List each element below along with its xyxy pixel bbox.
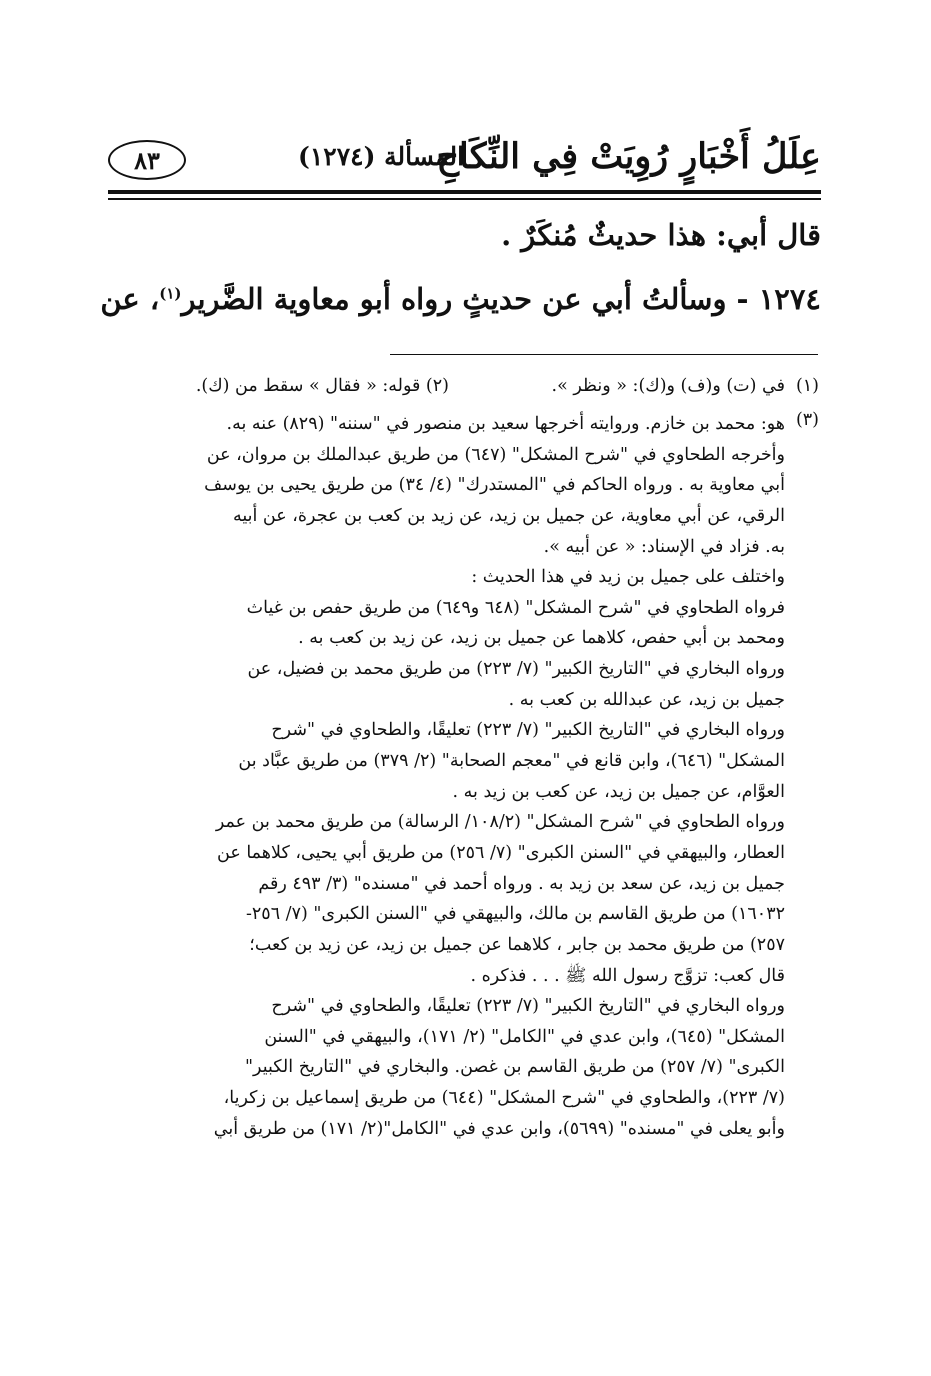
page-number xyxy=(108,140,186,180)
footnote-line: ومحمد بن أبي حفص، كلاهما عن جميل بن زيد، عن زيد بن كعب به . xyxy=(298,628,785,649)
footnote-1-text: في (ت) و(ف) و(ك): « ونظر ». xyxy=(551,376,785,396)
footnote-row-1-2 xyxy=(108,376,819,402)
footnote-line: جميل بن زيد، عن سعد بن زيد به . ورواه أحمد في "مسنده" (٣/ ٤٩٣ رقم xyxy=(258,873,785,894)
main-text-line-1: قال أبي: هذا حديثٌ مُنكَرٌ . xyxy=(501,218,821,252)
footnote-line: المشكل" (٦٤٦)، وابن قانع في "معجم الصحابة" (٢/ ٣٧٩) من طريق عبَّاد بن xyxy=(238,751,785,772)
footnote-line: ورواه الطحاوي في "شرح المشكل" (١٠٨/٢/ الرسالة) من طريق محمد بن عمر xyxy=(215,812,785,833)
footnote-3-lines xyxy=(108,410,785,1145)
footnote-line: واختلف على جميل بن زيد في هذا الحديث : xyxy=(471,567,785,588)
footnote-line: ورواه البخاري في "التاريخ الكبير" (٧/ ٢٢٣) من طريق محمد بن فضيل، عن xyxy=(247,659,785,680)
footnote-1-number: (١) xyxy=(795,376,819,396)
page-header xyxy=(108,128,821,186)
footnote-3-number: (٣) xyxy=(795,410,819,430)
footnote-line: (٧/ ٢٢٣)، والطحاوي في "شرح المشكل" (٦٤٤) من طريق إسماعيل بن زكريا، xyxy=(223,1088,785,1109)
footnote-separator xyxy=(390,354,818,355)
header-rule-thin xyxy=(108,198,821,200)
issue-label: المسألة (١٢٧٤) xyxy=(298,142,465,171)
footnote-line: ورواه البخاري في "التاريخ الكبير" (٧/ ٢٢٣) تعليقًا، والطحاوي في "شرح xyxy=(271,996,785,1017)
footnote-line: الكبرى" (٧/ ٢٥٧) من طريق القاسم بن غصن. والبخاري في "التاريخ الكبير" xyxy=(245,1057,785,1078)
footnote-line: وأبو يعلى في "مسنده" (٥٦٩٩)، وابن عدي في "الكامل"(٢/ ١٧١) من طريق أبي xyxy=(213,1118,785,1139)
header-rule-thick xyxy=(108,190,821,194)
main-text-line-2-end: ، عن xyxy=(100,282,160,316)
footnote-line: به. فزاد في الإسناد: « عن أبيه ». xyxy=(543,536,785,557)
footnote-line: فرواه الطحاوي في "شرح المشكل" (٦٤٨ و٦٤٩) من طريق حفص بن غياث xyxy=(246,597,785,618)
footnote-line: الرقي، عن أبي معاوية، عن جميل بن زيد، عن زيد بن كعب بن عجرة، عن أبيه xyxy=(232,505,785,526)
footnote-line: المشكل" (٦٤٥)، وابن عدي في "الكامل" (٢/ ١٧١)، والبيهقي في "السنن xyxy=(264,1026,785,1047)
footnote-line: هو: محمد بن خازم. وروايته أخرجها سعيد بن منصور في "سننه" (٨٢٩) عنه به. xyxy=(226,414,785,434)
footnote-line: ١٦٠٣٢) من طريق القاسم بن مالك، والبيهقي في "السنن الكبرى" (٧/ ٢٥٦- xyxy=(245,904,785,925)
footnote-marker: (١) xyxy=(159,284,182,303)
footnote-line: ورواه البخاري في "التاريخ الكبير" (٧/ ٢٢٣) تعليقًا، والطحاوي في "شرح xyxy=(271,720,785,741)
main-text-line-2-body: ١٢٧٤ - وسألتُ أبي عن حديثٍ رواه أبو معاوية الضَّرير xyxy=(181,282,821,316)
page-number-text: ٨٣ xyxy=(134,145,160,175)
footnote-line: وأخرجه الطحاوي في "شرح المشكل" (٦٤٧) من طريق عبدالملك بن مروان، عن xyxy=(206,444,785,465)
footnote-line: العوَّام، عن جميل بن زيد، عن كعب بن زيد به . xyxy=(452,781,785,802)
book-title: عِلَلُ أَخْبَارٍ رُوِيَتْ فِي النِّكَاحِ xyxy=(436,136,821,177)
footnote-line: أبي معاوية به . ورواه الحاكم في "المستدرك" (٤/ ٣٤) من طريق يحيى بن يوسف xyxy=(204,475,785,496)
footnote-line: جميل بن زيد، عن عبدالله بن كعب به . xyxy=(508,689,785,710)
footnote-line: قال كعب: تزوَّج رسول الله ﷺ . . . فذكره . xyxy=(470,965,785,986)
footnote-line: ٢٥٧) من طريق محمد بن جابر ، كلاهما عن جميل بن زيد، عن زيد بن كعب؛ xyxy=(249,934,785,955)
footnote-line: العطار، والبيهقي في "السنن الكبرى" (٧/ ٢٥٦) من طريق أبي يحيى، كلاهما عن xyxy=(217,842,785,863)
footnote-2-text: (٢) قوله: « فقال » سقط من (ك). xyxy=(195,376,449,396)
main-text-line-2 xyxy=(100,282,821,316)
